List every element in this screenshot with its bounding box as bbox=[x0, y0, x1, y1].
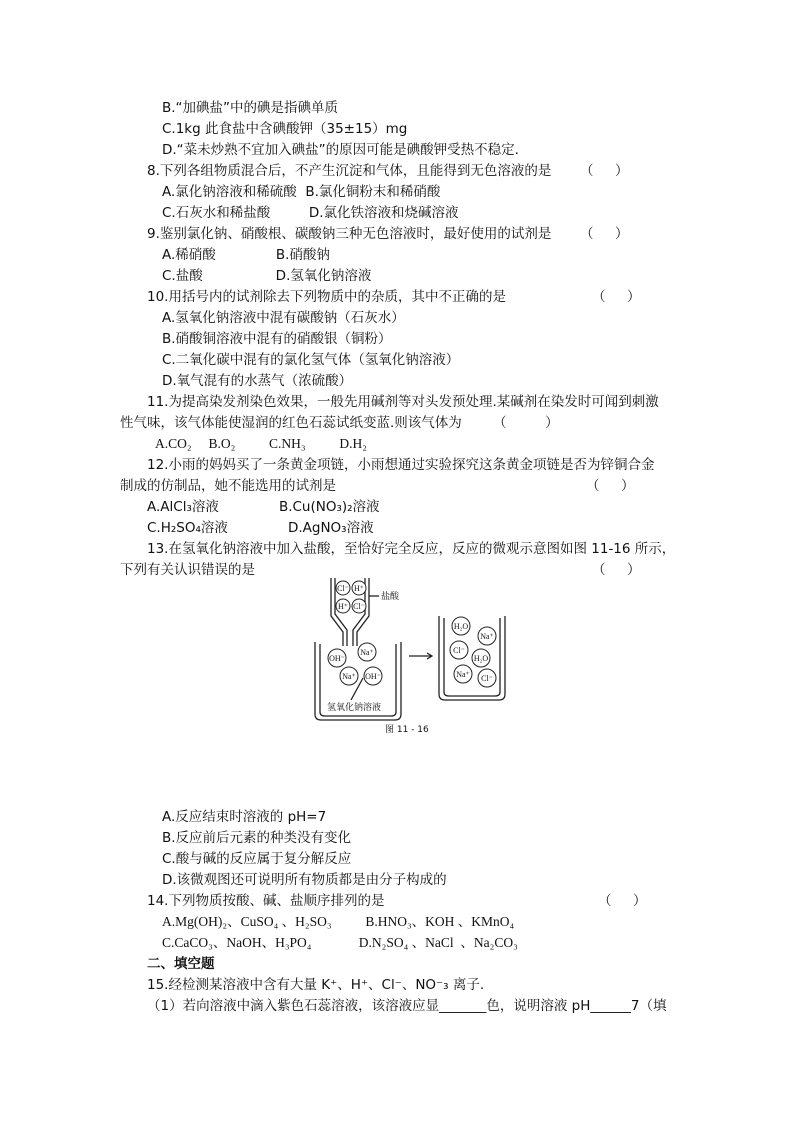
ion-cl: Cl⁻ bbox=[453, 646, 465, 655]
option-13b: B.反应前后元素的种类没有变化 bbox=[162, 830, 352, 846]
question-13-stem-2: 下列有关认识错误的是 bbox=[120, 562, 255, 578]
question-12-stem-2: 制成的仿制品，她不能选用的试剂是 bbox=[120, 478, 336, 494]
ion-cl: Cl⁻ bbox=[353, 602, 365, 611]
question-12-stem-1: 12.小雨的妈妈买了一条黄金项链，小雨想通过实验探究这条黄金项链是否为锌铜合金 bbox=[147, 457, 655, 473]
option-14ab: A.Mg(OH)₂、CuSO₄ 、H₂SO₃ B.HNO₃、KOH 、KMnO₄ bbox=[162, 914, 515, 929]
option-9ab: A.稀硝酸 B.硝酸钠 bbox=[162, 247, 330, 263]
answer-paren-9: （ ） bbox=[580, 226, 629, 242]
option-8ab: A.氯化钠溶液和稀硫酸 B.氯化铜粉末和稀硝酸 bbox=[162, 184, 441, 200]
ion-h: H⁺ bbox=[338, 602, 348, 611]
option-13a: A.反应结束时溶液的 pH=7 bbox=[162, 809, 327, 825]
acid-label: 盐酸 bbox=[381, 592, 400, 602]
option-7c: C.1kg 此食盐中含碘酸钾（35±15）mg bbox=[162, 121, 408, 137]
option-12cd: C.H₂SO₄溶液 D.AgNO₃溶液 bbox=[147, 520, 374, 536]
question-10-stem: 10.用括号内的试剂除去下列物质中的杂质，其中不正确的是 bbox=[147, 289, 506, 305]
option-14cd: C.CaCO₃、NaOH、H₃PO₄ D.N₂SO₄ 、NaCl 、Na₂CO₃ bbox=[162, 935, 518, 950]
molecule-h2o: H₂O bbox=[453, 622, 469, 631]
question-13-stem-1: 13.在氢氧化钠溶液中加入盐酸，至恰好完全反应，反应的微观示意图如图 11-16 所示， bbox=[147, 541, 676, 557]
section-heading-fill-in: 二、填空题 bbox=[147, 956, 215, 972]
question-8-stem: 8.下列各组物质混合后，不产生沉淀和气体，且能得到无色溶液的是 bbox=[147, 163, 552, 179]
figure-caption: 图 11 - 16 bbox=[385, 725, 429, 735]
option-13c: C.酸与碱的反应属于复分解反应 bbox=[162, 851, 352, 867]
option-9cd: C.盐酸 D.氢氧化钠溶液 bbox=[162, 268, 372, 284]
question-9-stem: 9.鉴别氯化钠、硝酸根、碳酸钠三种无色溶液时，最好使用的试剂是 bbox=[147, 226, 552, 242]
answer-paren-11: （ ） bbox=[493, 415, 559, 431]
ion-cl: Cl⁻ bbox=[337, 584, 349, 593]
ion-oh: OH⁻ bbox=[329, 654, 345, 663]
reaction-micro-diagram bbox=[313, 574, 509, 740]
option-10b: B.硝酸铜溶液中混有的硝酸银（铜粉） bbox=[162, 331, 392, 347]
answer-paren-8: （ ） bbox=[580, 163, 629, 179]
ion-cl: Cl⁻ bbox=[481, 674, 493, 683]
ion-na: Na⁺ bbox=[456, 670, 470, 679]
answer-paren-12: （ ） bbox=[586, 478, 635, 494]
option-11: A.CO₂ B.O₂ C.NH₃ D.H₂ bbox=[155, 436, 367, 451]
ion-na: Na⁺ bbox=[480, 632, 494, 641]
ion-oh: OH⁻ bbox=[365, 672, 381, 681]
ion-na: Na⁺ bbox=[360, 648, 374, 657]
question-11-stem-2: 性气味，该气体能使湿润的红色石蕊试纸变蓝.则该气体为 bbox=[120, 415, 462, 431]
option-7d: D.“菜未炒熟不宜加入碘盐”的原因可能是碘酸钾受热不稳定. bbox=[162, 142, 519, 158]
option-10d: D.氧气混有的水蒸气（浓硫酸） bbox=[162, 373, 353, 389]
answer-paren-13: （ ） bbox=[592, 562, 641, 578]
ion-na: Na⁺ bbox=[342, 672, 356, 681]
option-7b: B.“加碘盐”中的碘是指碘单质 bbox=[162, 100, 339, 116]
question-15-stem: 15.经检测某溶液中含有大量 K⁺、H⁺、Cl⁻、NO⁻₃ 离子. bbox=[147, 977, 485, 993]
option-13d: D.该微观图还可说明所有物质都是由分子构成的 bbox=[162, 872, 447, 888]
question-11-stem-1: 11.为提高染发剂染色效果，一般先用碱剂等对头发预处理.某碱剂在染发时可闻到刺激 bbox=[147, 394, 659, 410]
molecule-h2o: H₂O bbox=[473, 654, 489, 663]
question-15-part-1: （1）若向溶液中滴入紫色石蕊溶液，该溶液应显_______色，说明溶液 pH______7（填 bbox=[147, 998, 667, 1014]
option-10a: A.氢氧化钠溶液中混有碳酸钠（石灰水） bbox=[162, 310, 405, 326]
option-8cd: C.石灰水和稀盐酸 D.氯化铁溶液和烧碱溶液 bbox=[162, 205, 459, 221]
option-10c: C.二氧化碳中混有的氯化氢气体（氢氧化钠溶液） bbox=[162, 352, 460, 368]
base-label: 氢氧化钠溶液 bbox=[327, 703, 382, 713]
ion-h: H⁺ bbox=[354, 584, 364, 593]
option-12ab: A.AlCl₃溶液 B.Cu(NO₃)₂溶液 bbox=[147, 499, 380, 515]
question-14-stem: 14.下列物质按酸、碱、盐顺序排列的是 bbox=[147, 893, 385, 909]
answer-paren-10: （ ） bbox=[592, 289, 641, 305]
answer-paren-14: （ ） bbox=[598, 893, 647, 909]
